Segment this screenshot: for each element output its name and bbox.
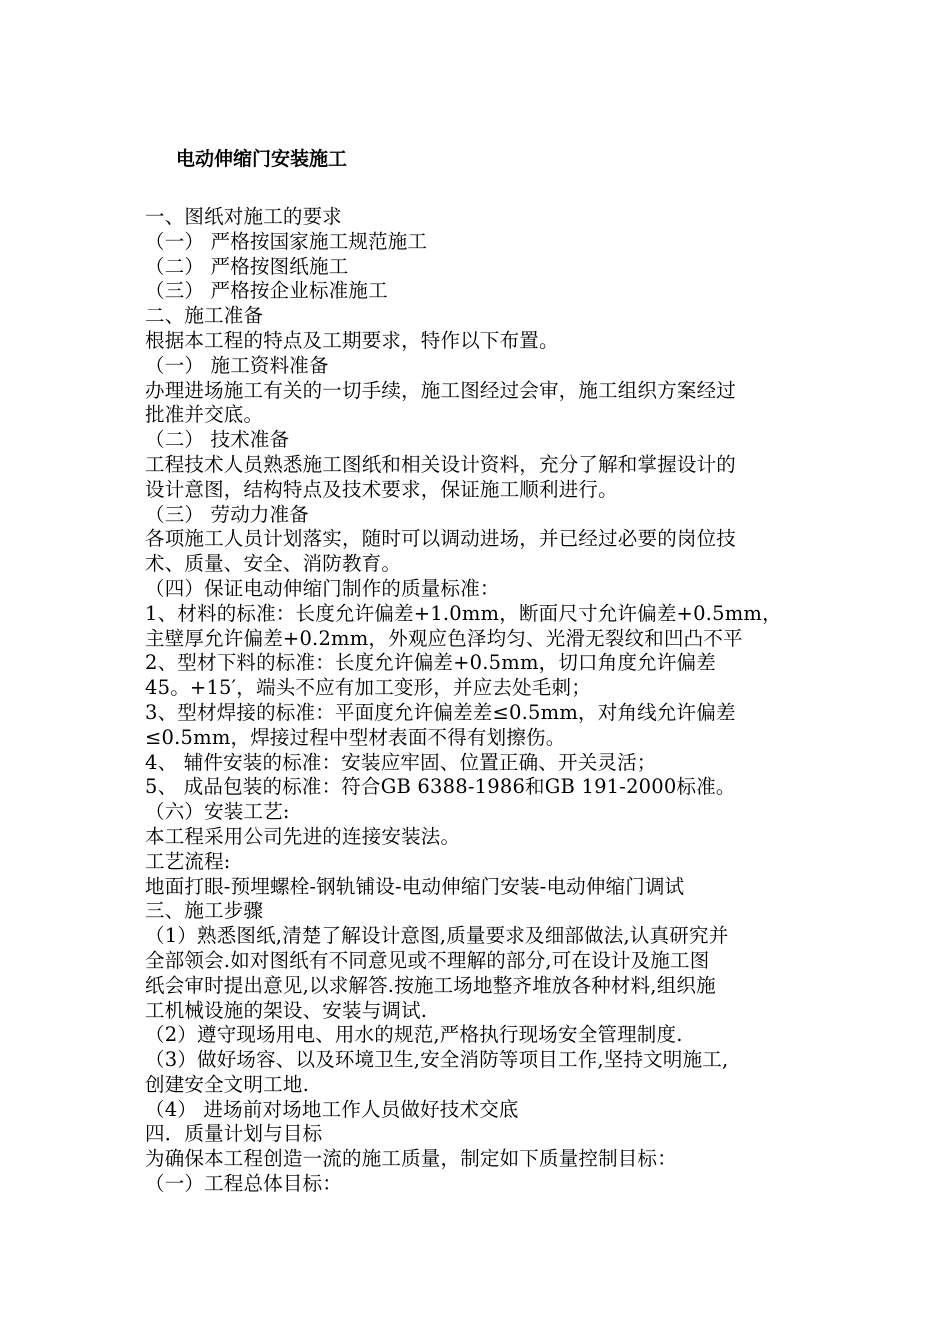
text-line: 45。+15′，端头不应有加工变形，并应去处毛刺； (145, 676, 591, 700)
text-line: 术、质量、安全、消防教育。 (145, 552, 402, 576)
text-line: 工程技术人员熟悉施工图纸和相关设计资料，充分了解和掌握设计的 (145, 452, 737, 476)
text-line: 各项施工人员计划落实，随时可以调动进场，并已经过必要的岗位技 (145, 527, 737, 551)
text-line: 全部领会.如对图纸有不同意见或不理解的部分,可在设计及施工图 (145, 948, 710, 972)
text-line: 二、施工准备 (145, 304, 264, 328)
text-line: 主壁厚允许偏差+0.2mm，外观应色泽均匀、光滑无裂纹和凹凸不平 (145, 626, 743, 650)
text-line: 4、 辅件安装的标准：安装应牢固、位置正确、开关灵活； (145, 750, 657, 774)
text-line: （4） 进场前对场地工作人员做好技术交底 (145, 1097, 519, 1121)
text-line: 1、材料的标准：长度允许偏差+1.0mm，断面尺寸允许偏差+0.5mm， (145, 601, 782, 625)
text-line: （3）做好场容、以及环境卫生,安全消防等项目工作,坚持文明施工, (145, 1048, 729, 1072)
text-line: 设计意图，结构特点及技术要求，保证施工顺利进行。 (145, 477, 618, 501)
text-line: 办理进场施工有关的一切手续，施工图经过会审，施工组织方案经过 (145, 378, 737, 402)
text-line: （一） 施工资料准备 (145, 353, 329, 377)
text-line: 为确保本工程创造一流的施工质量，制定如下质量控制目标： (145, 1147, 677, 1171)
text-line: 创建安全文明工地. (145, 1072, 309, 1096)
text-line: 根据本工程的特点及工期要求，特作以下布置。 (145, 328, 559, 352)
text-line: （1）熟悉图纸,清楚了解设计意图,质量要求及细部做法,认真研究并 (145, 924, 729, 948)
text-line: ≤0.5mm，焊接过程中型材表面不得有划擦伤。 (145, 725, 566, 749)
text-line: 5、 成品包装的标准：符合GB 6388-1986和GB 191-2000标准。 (145, 775, 736, 799)
text-line: 三、施工步骤 (145, 899, 264, 923)
text-line: 工艺流程: (145, 849, 231, 873)
text-line: 纸会审时提出意见,以求解答.按施工场地整齐堆放各种材料,组织施 (145, 973, 716, 997)
text-line: （三） 严格按企业标准施工 (145, 279, 388, 303)
text-line: 地面打眼-预埋螺栓-钢轨铺设-电动伸缩门安装-电动伸缩门调试 (145, 874, 685, 898)
document-body (145, 205, 817, 1197)
document-title: 电动伸缩门安装施工 (176, 148, 348, 170)
text-line: （四）保证电动伸缩门制作的质量标准： (145, 576, 500, 600)
text-line: （2）遵守现场用电、用水的规范,严格执行现场安全管理制度. (145, 1023, 683, 1047)
text-line: 本工程采用公司先进的连接安装法。 (145, 824, 461, 848)
text-line: （二） 技术准备 (145, 428, 290, 452)
text-line: 一、图纸对施工的要求 (145, 205, 343, 228)
text-line: （一） 严格按国家施工规范施工 (145, 229, 428, 253)
text-line: 四．质量计划与目标 (145, 1122, 323, 1146)
text-line: 批准并交底。 (145, 403, 264, 427)
text-line: （一）工程总体目标： (145, 1172, 343, 1196)
text-line: 工机械设施的架设、安装与调试. (145, 998, 428, 1022)
text-line: （六）安装工艺: (145, 800, 290, 824)
text-line: 3、型材焊接的标准：平面度允许偏差差≤0.5mm，对角线允许偏差 (145, 700, 736, 724)
text-line: （二） 严格按图纸施工 (145, 254, 349, 278)
text-line: （三） 劳动力准备 (145, 502, 309, 526)
text-line: 2、型材下料的标准：长度允许偏差+0.5mm，切口角度允许偏差 (145, 651, 716, 675)
